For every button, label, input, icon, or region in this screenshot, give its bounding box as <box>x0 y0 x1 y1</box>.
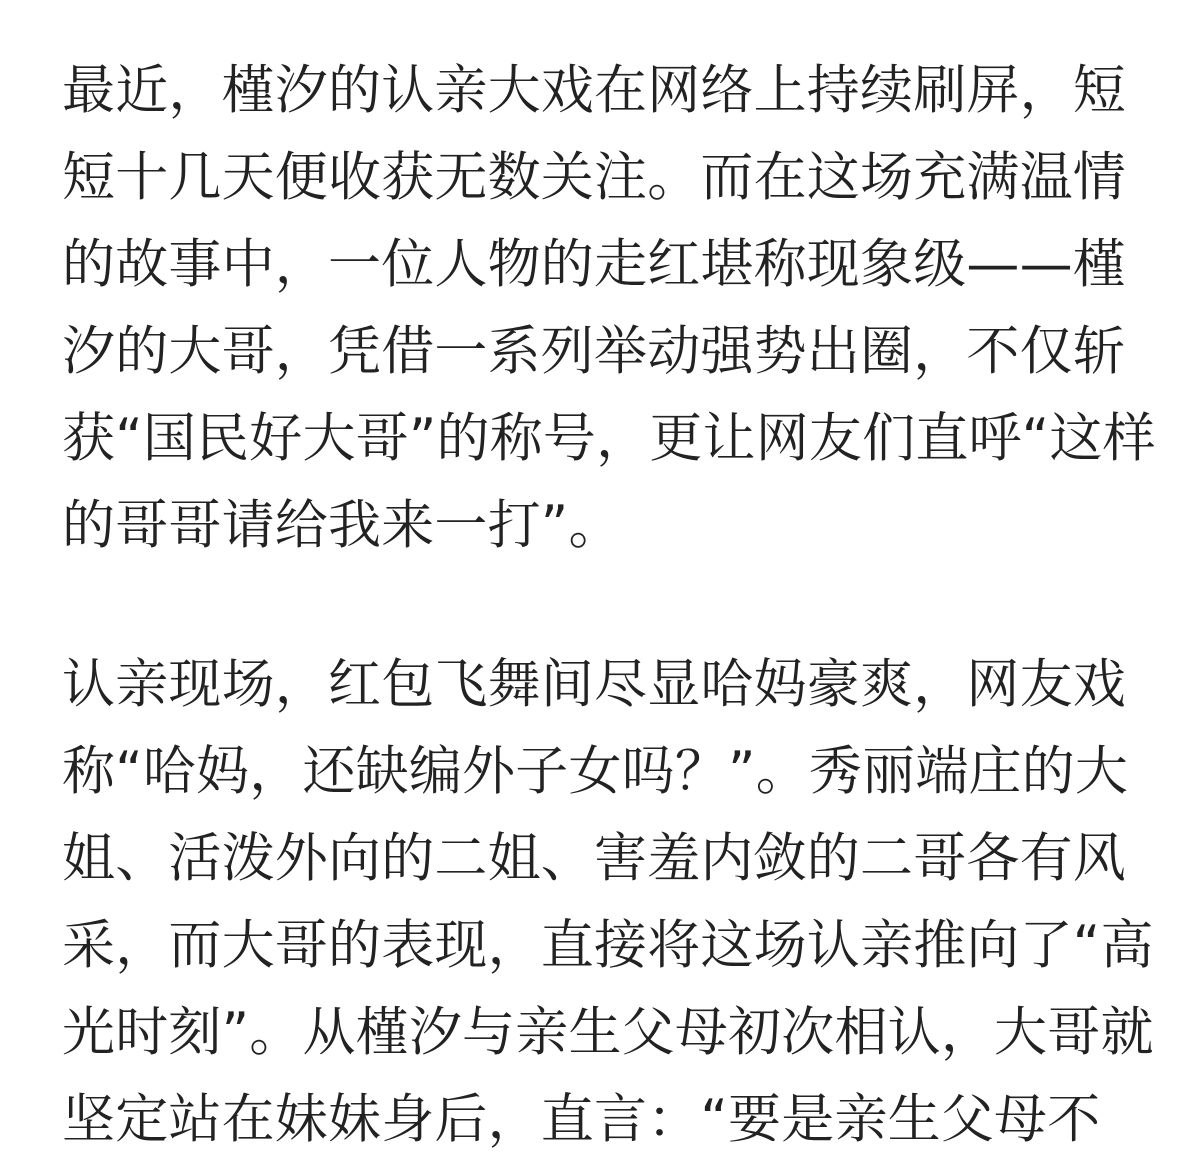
text-line: 光时刻”。从槿汐与亲生父母初次相认，大哥就 <box>62 1002 1154 1063</box>
text-line: 获“国民好大哥”的称号，更让网友们直呼“这样 <box>62 408 1156 469</box>
text-line: 的哥哥请给我来一打”。 <box>62 495 622 556</box>
text-line: 认亲现场，红包飞舞间尽显哈妈豪爽，网友戏 <box>62 654 1126 715</box>
article-body <box>62 47 1156 1163</box>
article-paragraph <box>62 641 1154 1163</box>
text-line: 最近，槿汐的认亲大戏在网络上持续刷屏，短 <box>62 60 1126 121</box>
article-paragraph <box>62 47 1156 569</box>
text-line: 汐的大哥，凭借一系列举动强势出圈，不仅斩 <box>62 321 1126 382</box>
text-line: 短十几天便收获无数关注。而在这场充满温情 <box>62 147 1126 208</box>
text-line: 坚定站在妹妹身后，直言：“要是亲生父母不 <box>62 1089 1101 1150</box>
text-line: 的故事中，一位人物的走红堪称现象级——槿 <box>62 234 1126 295</box>
text-line: 姐、活泼外向的二姐、害羞内敛的二哥各有风 <box>62 828 1126 889</box>
text-line: 采，而大哥的表现，直接将这场认亲推向了“高 <box>62 915 1154 976</box>
text-line: 称“哈妈，还缺编外子女吗？”。秀丽端庄的大 <box>62 741 1129 802</box>
